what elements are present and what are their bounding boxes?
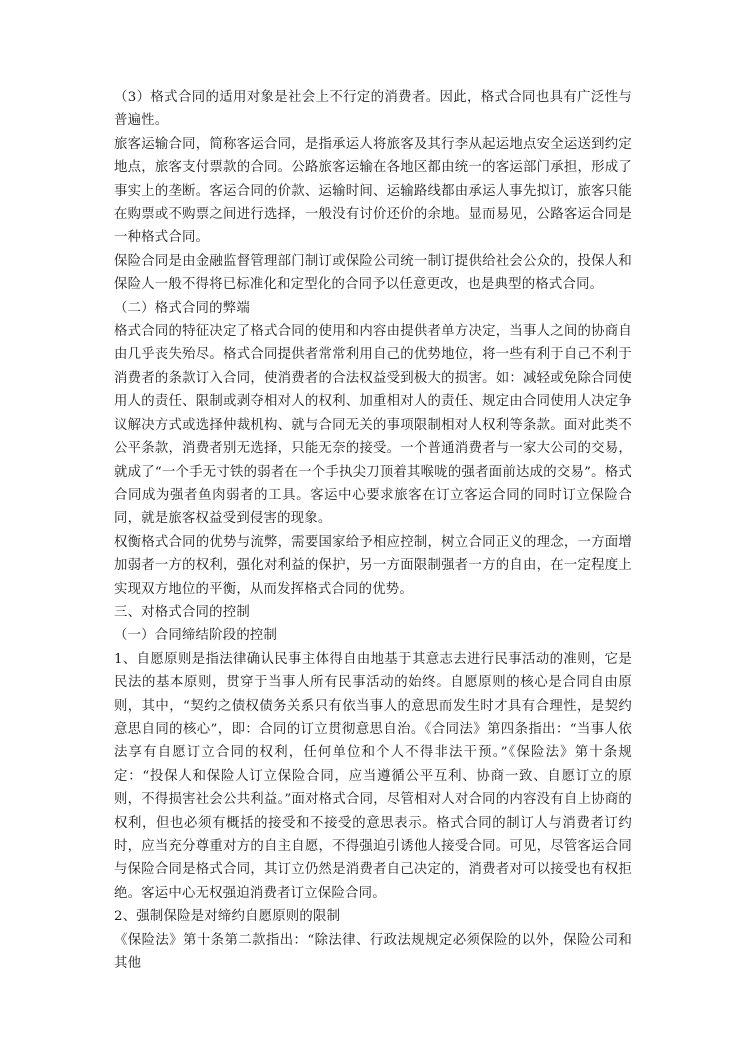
subsection-heading-compulsory-insurance: 2、强制保险是对缔约自愿原则的限制 [114,909,341,925]
paragraph-11: 《保险法》第十条第二款指出：“除法律、行政法规规定必须保险的以外，保险公司和其他 [114,932,632,972]
paragraph-3: 保险合同是由金融监督管理部门制订或保险公司统一制订提供给社会公众的，投保人和保险人一般不得将已标准化和定型化的合同予以任意更改，也是典型的格式合同。 [114,253,632,293]
section-heading-drawbacks: （二）格式合同的弊端 [114,300,250,316]
paragraph-6: 权衡格式合同的优势与流弊，需要国家给予相应控制，树立合同正义的理念，一方面增加弱者一方的权利，强化对利益的保护，另一方面限制强者一方的自由，在一定程度上实现双方地位的平衡，从而发挥格式合同的优势。 [114,534,632,597]
subsection-heading-contracting-stage: （一）合同缔结阶段的控制 [114,628,278,644]
paragraph-9: 1、自愿原则是指法律确认民事主体得自由地基于其意志去进行民事活动的准则，它是民法的基本原则，贯穿于当事人所有民事活动的始终。自愿原则的核心是合同自由原则，其中，“契约之债权债务关系只有依当事人的意思而发生时才具有合理性，是契约意思自同的核心”，即：合同的订立贯彻意思自治。《合同法》第四条指出：“当事人依法享有自愿订立合同的权利，任何单位和个人不得非法干预。”《保险法》第十条规定：“投保人和保险人订立保险合同，应当遵循公平互利、协商一致、自愿订立的原则，不得损害社会公共利益。”面对格式合同，尽管相对人对合同的内容没有自上协商的权利，但也必须有概括的接受和不接受的意思表示。格式合同的制订人与消费者订约时，应当充分尊重对方的自主自愿，不得强迫引诱他人接受合同。可见，尽管客运合同与保险合同是格式合同，其订立仍然是消费者自己决定的，消费者对可以接受也有权拒绝。客运中心无权强迫消费者订立保险合同。 [114,651,632,901]
paragraph-1: （3）格式合同的适用对象是社会上不行定的消费者。因此，格式合同也具有广泛性与普遍性。 [114,90,632,129]
section-heading-control: 三、对格式合同的控制 [114,604,250,620]
paragraph-2: 旅客运输合同，简称客运合同，是指承运人将旅客及其行李从起运地点安全运送到约定地点，旅客支付票款的合同。公路旅客运输在各地区都由统一的客运部门承担，形成了事实上的垄断。客运合同的价款、运输时间、运输路线都由承运人事先拟订，旅客只能在购票或不购票之间进行选择，一般没有讨价还价的余地。显而易见，公路客运合同是一种格式合同。 [114,136,632,246]
paragraph-5: 格式合同的特征决定了格式合同的使用和内容由提供者单方决定，当事人之间的协商自由几乎丧失殆尽。格式合同提供者常常利用自己的优势地位，将一些有利于自己不利于消费者的条款订入合同，使消费者的合法权益受到极大的损害。如：减轻或免除合同使用人的责任、限制或剥夺相对人的权利、加重相对人的责任、规定由合同使用人决定争议解决方式或选择仲裁机构、就与合同无关的事项限制相对人权利等条款。面对此类不公平条款，消费者别无选择，只能无奈的接受。一个普通消费者与一家大公司的交易，就成了“一个手无寸铁的弱者在一个手执尖刀顶着其喉咙的强者面前达成的交易”。格式合同成为强者鱼肉弱者的工具。客运中心要求旅客在订立客运合同的同时订立保险合同，就是旅客权益受到侵害的现象。 [114,324,632,527]
